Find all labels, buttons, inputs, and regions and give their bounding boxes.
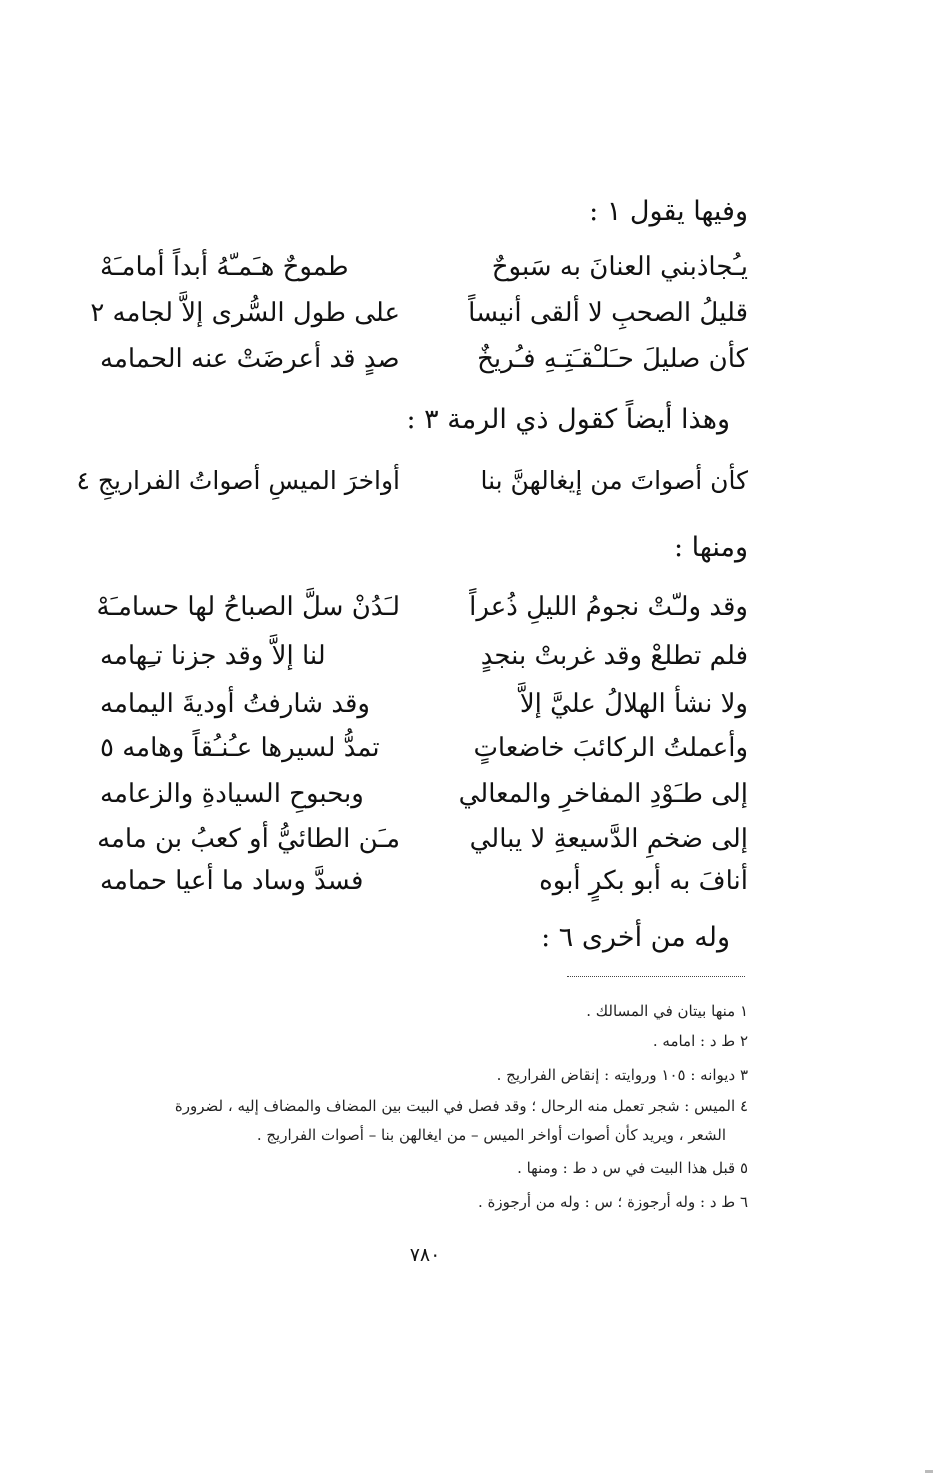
- intro-line-4: وله من أخرى ٦ :: [541, 922, 730, 953]
- verse-line: [100, 252, 748, 300]
- intro-line-2: وهذا أيضاً كقول ذي الرمة ٣ :: [406, 404, 730, 435]
- first-hemistich: كأن صليلَ حـَلـْقـَتِـهِ فـُريخٌ: [477, 344, 748, 374]
- verse-line: [76, 466, 748, 514]
- verse-line: [100, 866, 748, 914]
- second-hemistich: طموحٌ هـَمـّهُ أبداً أمامـَهْ: [100, 252, 349, 282]
- verse-line: [97, 824, 748, 872]
- first-hemistich: يـُجاذبني العنانَ به سَبوحٌ: [491, 252, 748, 282]
- verse-line: [100, 779, 748, 827]
- second-hemistich: على طول السُّرى إلاَّ لجامه ٢: [90, 298, 400, 328]
- footnote-2: ٢ ط د : امامه .: [652, 1032, 748, 1050]
- first-hemistich: إلى ضخمِ الدَّسيعةِ لا يبالي: [469, 824, 748, 854]
- intro-line-3: ومنها :: [674, 532, 748, 563]
- second-hemistich: مـَن الطائيُّ أو كعبُ بن مامه: [97, 824, 400, 854]
- footnote-5: ٥ قبل هذا البيت في س د ط : ومنها .: [517, 1159, 748, 1177]
- intro-line-1: وفيها يقول ١ :: [589, 196, 748, 227]
- second-hemistich: أواخرَ الميسِ أصواتُ الفراريجِ ٤: [76, 466, 400, 495]
- second-hemistich: لـَدُنْ سلَّ الصباحُ لها حسامـَهْ: [96, 592, 400, 622]
- second-hemistich: وبحبوحِ السيادةِ والزعامه: [100, 779, 364, 809]
- first-hemistich: وأعملتُ الركائبَ خاضعاتٍ: [473, 733, 748, 763]
- footnote-separator: [567, 976, 745, 977]
- second-hemistich: تمدُّ لسيرها عـُنـُقاً وهامه ٥: [100, 733, 380, 763]
- second-hemistich: صدٍ قد أعرضَتْ عنه الحمامه: [100, 344, 400, 374]
- verse-line: [100, 689, 748, 737]
- footnote-6: ٦ ط د : وله أرجوزة ؛ س : وله من أرجوزة .: [477, 1193, 748, 1211]
- first-hemistich: فلم تطلعْ وقد غربتْ بنجدٍ: [480, 641, 748, 671]
- second-hemistich: لنا إلاَّ وقد جزنا تـِهامه: [100, 641, 326, 671]
- verse-line: [90, 298, 748, 346]
- second-hemistich: وقد شارفتُ أوديةَ اليمامه: [100, 689, 370, 719]
- page-number: ٧٨٠: [409, 1244, 441, 1266]
- scan-artifact: [925, 1470, 933, 1473]
- verse-line: [100, 641, 748, 689]
- verse-line: [100, 344, 748, 392]
- first-hemistich: قليلُ الصحبِ لا ألقى أنيساً: [468, 298, 748, 328]
- first-hemistich: كأن أصواتَ من إيغالهنَّ بنا: [480, 466, 748, 495]
- first-hemistich: وقد ولـّتْ نجومُ الليلِ ذُعراً: [469, 592, 748, 622]
- footnote-4: ٤ الميس : شجر تعمل منه الرحال ؛ وقد فصل في البيت بين المضاف والمضاف إليه ، لضرورة: [174, 1097, 748, 1115]
- verse-line: [100, 733, 748, 781]
- footnote-4-continued: الشعر ، ويريد كأن أصوات أواخر الميس – من ايغالهن بنا – أصوات الفراريج .: [256, 1126, 726, 1144]
- first-hemistich: ولا نشأ الهلالُ عليَّ إلاَّ: [519, 689, 748, 719]
- first-hemistich: أنافَ به أبو بكرٍ أبوه: [539, 866, 748, 896]
- footnote-1: ١ منها بيتان في المسالك .: [586, 1002, 748, 1020]
- verse-line: [96, 592, 748, 640]
- footnote-3: ٣ ديوانه : ١٠٥ وروايته : إنقاض الفراريج .: [496, 1066, 748, 1084]
- second-hemistich: فسدَّ وساد ما أعيا حمامه: [100, 866, 364, 896]
- first-hemistich: إلى طـَوْدِ المفاخرِ والمعالي: [458, 779, 748, 809]
